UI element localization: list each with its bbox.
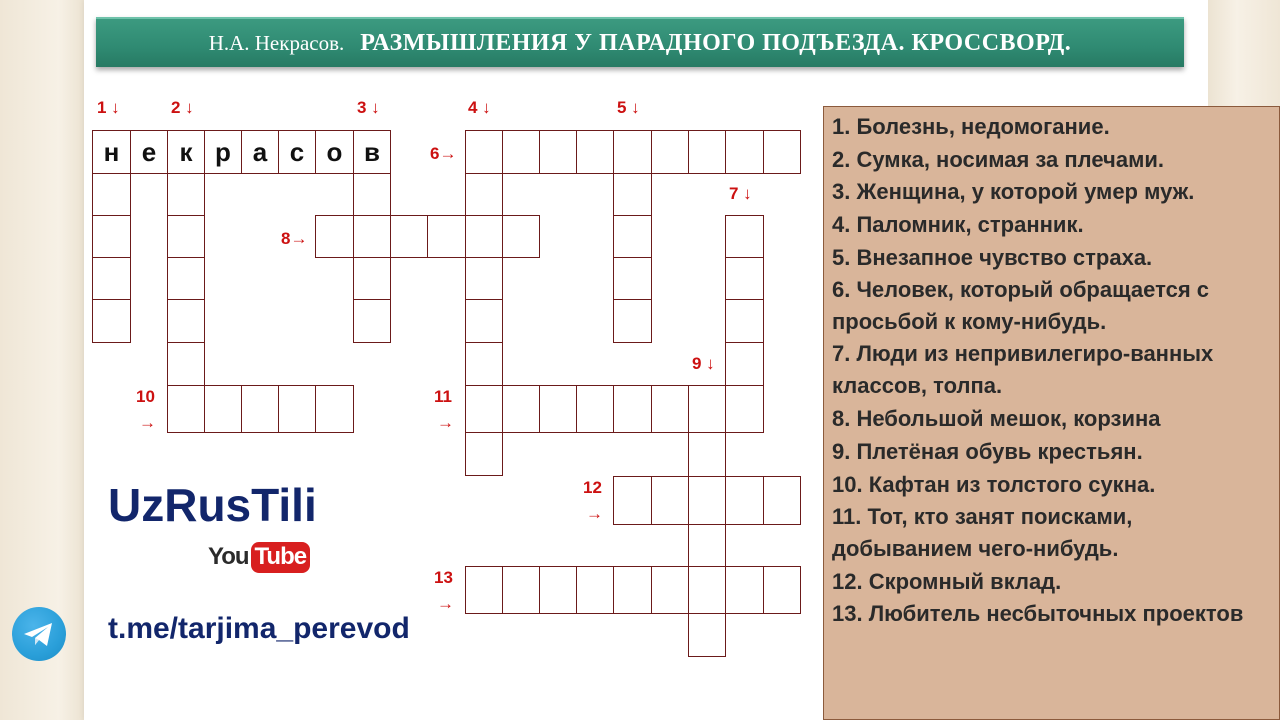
crossword-cell[interactable] <box>92 215 131 258</box>
crossword-cell[interactable] <box>613 299 652 343</box>
title-bar <box>96 17 1184 67</box>
crossword-cell[interactable] <box>390 215 428 258</box>
clue-number-1: 1 ↓ <box>97 98 120 117</box>
crossword-cell[interactable] <box>576 566 614 614</box>
crossword-cell[interactable] <box>353 215 391 258</box>
crossword-cell[interactable] <box>763 476 801 525</box>
crossword-cell[interactable] <box>725 130 764 174</box>
crossword-cell[interactable] <box>502 385 540 433</box>
crossword-cell[interactable] <box>688 566 726 614</box>
crossword-cell[interactable] <box>763 566 801 614</box>
clue-item: 10. Кафтан из толстого сукна. <box>832 472 1156 497</box>
crossword-cell[interactable] <box>315 385 354 433</box>
clue-number-4: 4 ↓ <box>468 98 491 117</box>
clue-arrow-11: → <box>437 413 454 432</box>
crossword-cell-filled: к <box>167 130 205 174</box>
page-title: РАЗМЫШЛЕНИЯ У ПАРАДНОГО ПОДЪЕЗДА. КРОССВОРД. <box>360 29 1072 56</box>
crossword-cell[interactable] <box>725 299 764 343</box>
crossword-cell[interactable] <box>688 432 726 477</box>
crossword-cell[interactable] <box>465 385 503 433</box>
crossword-cell[interactable] <box>725 215 764 258</box>
clue-item: 6. Человек, который обращается с просьбой к кому-нибудь. <box>832 277 1209 334</box>
telegram-link[interactable]: t.me/tarjima_perevod <box>108 612 410 645</box>
clue-number-8: 8→ <box>281 229 308 248</box>
crossword-cell[interactable] <box>167 385 205 433</box>
crossword-cell[interactable] <box>92 299 131 343</box>
crossword-cell[interactable] <box>613 257 652 300</box>
crossword-cell[interactable] <box>613 173 652 216</box>
telegram-plane-icon <box>12 607 66 661</box>
crossword-cell[interactable] <box>613 566 652 614</box>
youtube-logo[interactable] <box>208 540 310 574</box>
crossword-cell[interactable] <box>465 257 503 300</box>
crossword-cell[interactable] <box>465 215 503 258</box>
crossword-cell[interactable] <box>92 173 131 216</box>
crossword-cell[interactable] <box>539 385 577 433</box>
crossword-cell[interactable] <box>502 566 540 614</box>
clue-arrow-10: → <box>139 413 156 432</box>
crossword-cell[interactable] <box>92 257 131 300</box>
crossword-cell[interactable] <box>465 130 503 174</box>
clue-number-5: 5 ↓ <box>617 98 640 117</box>
crossword-cell[interactable] <box>465 342 503 386</box>
clue-arrow-12: → <box>586 504 603 523</box>
clue-number-7: 7 ↓ <box>729 184 752 203</box>
crossword-cell-filled: в <box>353 130 391 174</box>
clue-item: 2. Сумка, носимая за плечами. <box>832 147 1164 172</box>
crossword-cell[interactable] <box>688 476 726 525</box>
crossword-cell[interactable] <box>688 130 726 174</box>
crossword-cell[interactable] <box>167 299 205 343</box>
crossword-cell[interactable] <box>613 215 652 258</box>
clue-number-2: 2 ↓ <box>171 98 194 117</box>
clue-item: 11. Тот, кто занят поисками, добыванием чего-нибудь. <box>832 504 1133 561</box>
crossword-cell[interactable] <box>465 173 503 216</box>
crossword-cell-filled: с <box>278 130 316 174</box>
brand-name: UzRusTili <box>108 479 317 531</box>
clue-item: 4. Паломник, странник. <box>832 212 1084 237</box>
crossword-cell[interactable] <box>539 566 577 614</box>
crossword-cell[interactable] <box>651 476 689 525</box>
clue-number-10: 10 <box>136 387 155 406</box>
crossword-cell[interactable] <box>651 385 689 433</box>
crossword-cell-filled: е <box>130 130 168 174</box>
clue-number-11: 11 <box>434 387 452 406</box>
crossword-cell[interactable] <box>725 257 764 300</box>
crossword-cell[interactable] <box>167 173 205 216</box>
clue-item: 12. Скромный вклад. <box>832 569 1062 594</box>
clue-number-6: 6→ <box>430 144 457 163</box>
clue-arrow-13: → <box>437 594 454 613</box>
crossword-cell[interactable] <box>167 215 205 258</box>
author-name: Н.А. Некрасов. <box>208 30 345 55</box>
clue-item: 13. Любитель несбыточных проектов <box>832 601 1244 626</box>
crossword-cell[interactable] <box>576 385 614 433</box>
crossword-cell-filled: а <box>241 130 279 174</box>
clue-number-12: 12 <box>583 478 602 497</box>
crossword-cell[interactable] <box>725 566 764 614</box>
crossword-cell[interactable] <box>315 215 354 258</box>
crossword-cell[interactable] <box>613 130 652 174</box>
crossword-cell[interactable] <box>613 476 652 525</box>
crossword-cell[interactable] <box>613 385 652 433</box>
clue-number-9: 9 ↓ <box>692 354 715 373</box>
crossword-cell[interactable] <box>278 385 316 433</box>
crossword-cell[interactable] <box>502 130 540 174</box>
crossword-cell[interactable] <box>465 432 503 476</box>
crossword-cell-filled: о <box>315 130 354 174</box>
telegram-icon[interactable] <box>12 607 66 661</box>
clue-number-13: 13 <box>434 568 453 587</box>
crossword-cell[interactable] <box>763 130 801 174</box>
crossword-cell[interactable] <box>427 215 466 258</box>
clues-panel <box>823 106 1280 720</box>
crossword-cell[interactable] <box>576 130 614 174</box>
crossword-cell[interactable] <box>725 342 764 386</box>
clue-item: 8. Небольшой мешок, корзина <box>832 406 1161 431</box>
youtube-logo-tube: Tube <box>251 542 311 573</box>
crossword-cell[interactable] <box>353 299 391 343</box>
crossword-cell[interactable] <box>204 385 242 433</box>
crossword-cell[interactable] <box>725 476 764 525</box>
crossword-cell-filled: р <box>204 130 242 174</box>
youtube-logo-you: You <box>208 543 249 570</box>
clue-item: 9. Плетёная обувь крестьян. <box>832 439 1143 464</box>
clue-item: 3. Женщина, у которой умер муж. <box>832 179 1195 204</box>
crossword-cell[interactable] <box>539 130 577 174</box>
crossword-cell[interactable] <box>688 613 726 657</box>
crossword-cell[interactable] <box>688 385 726 433</box>
crossword-cell[interactable] <box>241 385 279 433</box>
crossword-cell-filled: н <box>92 130 131 174</box>
crossword-cell[interactable] <box>167 257 205 300</box>
crossword-cell[interactable] <box>651 130 689 174</box>
clue-item: 1. Болезнь, недомогание. <box>832 114 1110 139</box>
clue-number-3: 3 ↓ <box>357 98 380 117</box>
crossword-cell[interactable] <box>725 385 764 433</box>
crossword-cell[interactable] <box>651 566 689 614</box>
crossword-cell[interactable] <box>353 257 391 300</box>
crossword-cell[interactable] <box>502 215 540 258</box>
crossword-cell[interactable] <box>465 299 503 343</box>
crossword-cell[interactable] <box>465 566 503 614</box>
crossword-cell[interactable] <box>167 342 205 386</box>
crossword-cell[interactable] <box>353 173 391 216</box>
clue-item: 7. Люди из непривилегиро-ванных классов, толпа. <box>832 341 1214 398</box>
clue-item: 5. Внезапное чувство страха. <box>832 245 1153 270</box>
crossword-cell[interactable] <box>688 524 726 567</box>
